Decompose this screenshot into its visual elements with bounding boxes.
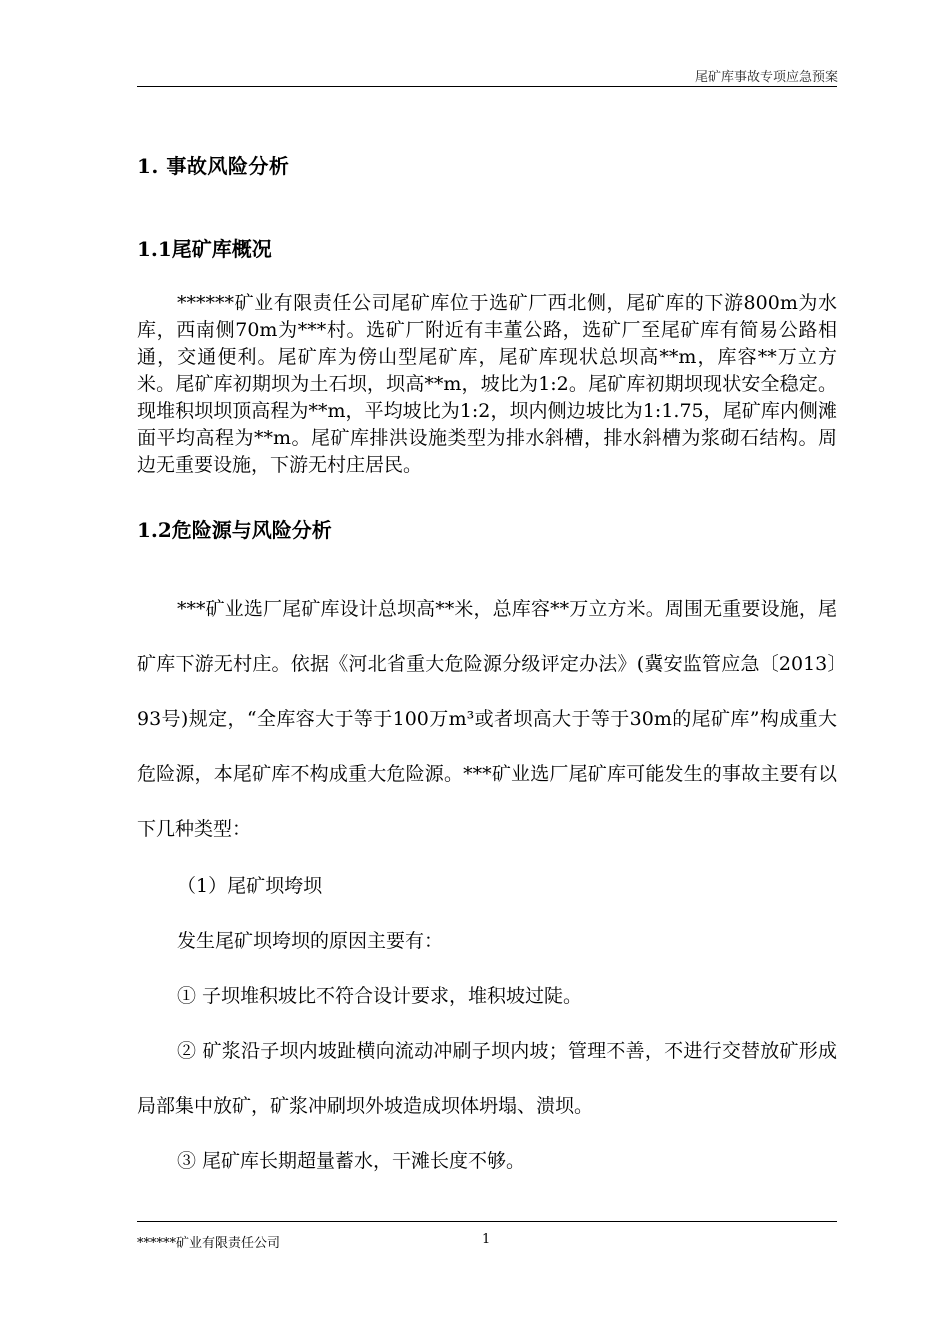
running-header: 尾矿库事故专项应急预案 xyxy=(694,70,838,85)
section-1-1-paragraph: ******矿业有限责任公司尾矿库位于选矿厂西北侧，尾矿库的下游800m为水库，西南侧70m为***村。选矿厂附近有丰董公路，选矿厂至尾矿库有简易公路相通，交通便利。尾矿库为傍山型尾矿库，尾矿库现状总坝高**m，库容**万立方米。尾矿库初期坝为土石坝，坝高**m，坡比为1:2。尾矿库初期坝现状安全稳定。现堆积坝坝顶高程为**m，平均坡比为1:2，坝内侧边坡比为1:1.75，尾矿库内侧滩面平均高程为**m。尾矿库排洪设施类型为排水斜槽，排水斜槽为浆砌石结构。周边无重要设施，下游无村庄居民。 xyxy=(137,292,837,476)
cause-item-3: ③ 尾矿库长期超量蓄水，干滩长度不够。 xyxy=(177,1150,526,1172)
causes-intro: 发生尾矿坝垮坝的原因主要有： xyxy=(177,930,444,952)
footer-rule xyxy=(137,1221,837,1222)
section-1-1-body xyxy=(137,290,837,479)
section-1-2-heading: 1.2危险源与风险分析 xyxy=(137,518,332,542)
section-1-2-paragraph: ***矿业选厂尾矿库设计总坝高**米，总库容**万立方米。周围无重要设施，尾矿库下游无村庄。依据《河北省重大危险源分级评定办法》(冀安监管应急〔2013〕93号)规定，“全库容大于等于100万m³或者坝高大于等于30m的尾矿库”构成重大危险源，本尾矿库不构成重大危险源。***矿业选厂尾矿库可能发生的事故主要有以下几种类型： xyxy=(137,598,837,840)
accident-type-1-title: （1）尾矿坝垮坝 xyxy=(177,875,323,897)
section-1-1-heading: 1.1尾矿库概况 xyxy=(137,237,272,261)
section-1-heading: 1. 事故风险分析 xyxy=(137,154,290,178)
section-1-2-body xyxy=(137,590,837,1197)
cause-item-1: ① 子坝堆积坡比不符合设计要求，堆积坡过陡。 xyxy=(177,985,583,1007)
cause-item-2: ② 矿浆沿子坝内坡趾横向流动冲刷子坝内坡；管理不善，不进行交替放矿形成局部集中放矿，矿浆冲刷坝外坡造成坝体坍塌、溃坝。 xyxy=(137,1040,837,1117)
footer-company: ******矿业有限责任公司 xyxy=(137,1236,281,1251)
page-number: 1 xyxy=(482,1232,491,1247)
header-rule xyxy=(137,86,837,87)
